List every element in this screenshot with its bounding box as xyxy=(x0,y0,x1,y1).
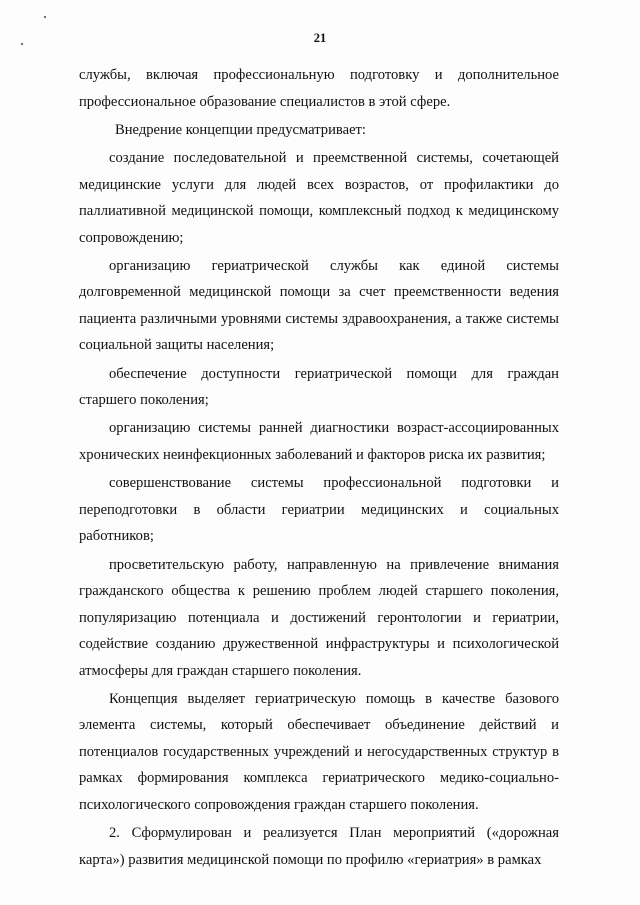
scan-speck xyxy=(44,16,46,18)
paragraph-intro: Внедрение концепции предусматривает: xyxy=(115,121,366,138)
document-body xyxy=(79,62,559,873)
paragraph-continuation: службы, включая профессиональную подготовку и дополнительное профессиональное образование специалистов в этой сфере. xyxy=(79,67,559,110)
paragraph-roadmap: 2. Сформулирован и реализуется План мероприятий («дорожная карта») развития медицинской помощи по профилю «гериатрия» в рамках xyxy=(79,825,559,868)
page-number: 21 xyxy=(313,31,327,45)
paragraph-list-item: просветительскую работу, направленную на привлечение внимания гражданского общества к решению проблем людей старшего поколения, популяризацию потенциала и достижений геронтологии и гериатрии, содействие созданию дружественной инфраструктуры и психологической атмосферы для граждан старшего поколения. xyxy=(79,556,559,679)
paragraph-concept: Концепция выделяет гериатрическую помощь в качестве базового элемента системы, который обеспечивает объединение действий и потенциалов государственных учреждений и негосударственных структур в рамках формирования комплекса гериатрического медико-социально-психологического сопровождения граждан старшего поколения. xyxy=(79,690,559,813)
paragraph-list-item: создание последовательной и преемственной системы, сочетающей медицинские услуги для людей всех возрастов, от профилактики до паллиативной медицинской помощи, комплексный подход к медицинскому сопровождению; xyxy=(79,150,559,246)
paragraph-list-item: организацию системы ранней диагностики возраст-ассоциированных хронических неинфекционных заболеваний и факторов риска их развития; xyxy=(79,420,559,463)
paragraph-list-item: совершенствование системы профессиональной подготовки и переподготовки в области гериатрии медицинских и социальных работников; xyxy=(79,475,559,545)
paragraph-list-item: организацию гериатрической службы как единой системы долговременной медицинской помощи за счет преемственности ведения пациента различными уровнями системы здравоохранения, а также системы социальной защиты населения; xyxy=(79,257,559,354)
paragraph-list-item: обеспечение доступности гериатрической помощи для граждан старшего поколения; xyxy=(79,365,559,409)
